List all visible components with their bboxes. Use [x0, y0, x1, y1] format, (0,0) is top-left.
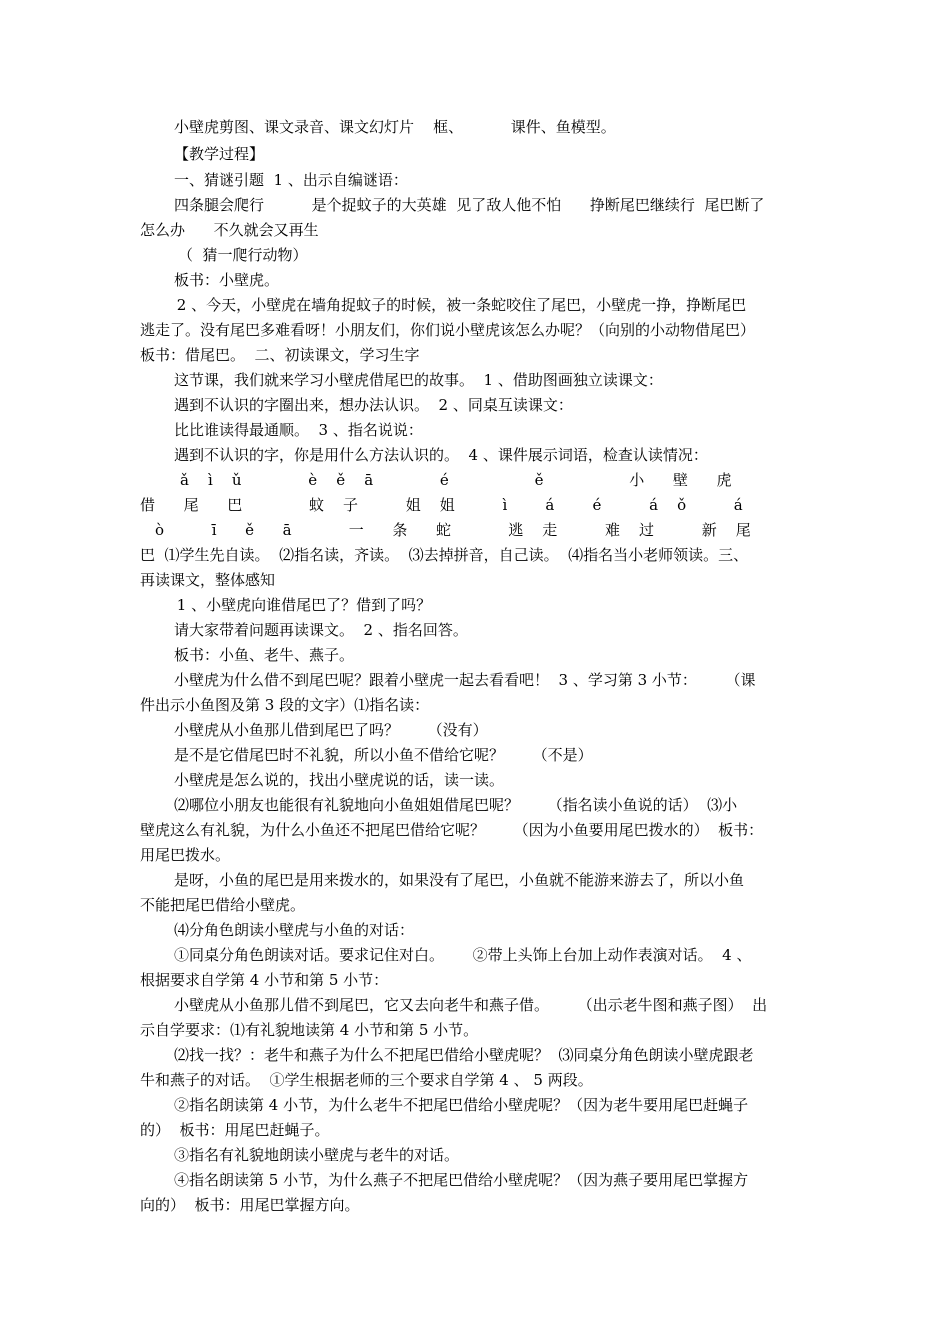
pinyin-line: ǎ ì ǔ è ě ā é ě 小 壁 虎 — [180, 471, 732, 489]
text-line: 示自学要求：⑴有礼貌地读第 4 小节和第 5 小节。 — [140, 1021, 479, 1039]
text-line: 板书：借尾巴。 二、初读课文，学习生字 — [140, 346, 420, 364]
text-line: 怎么办 不久就会又再生 — [140, 221, 319, 239]
text-line: 小壁虎为什么借不到尾巴呢？跟着小壁虎一起去看看吧！ 3 、学习第 3 小节： （课 — [174, 671, 756, 689]
vocabulary-line: 借 尾 巴 蚊 子 姐 姐 ì á é á ǒ á — [140, 496, 743, 514]
text-line: 的） 板书：用尾巴赶蝇子。 — [140, 1121, 330, 1139]
text-line: 1 、小壁虎向谁借尾巴了？借到了吗？ — [172, 596, 432, 614]
section-heading: 【教学过程】 — [174, 145, 265, 163]
text-line: 比比谁读得最通顺。 3 、指名说说： — [174, 421, 423, 439]
text-line: 小壁虎从小鱼那儿借不到尾巴，它又去向老牛和燕子借。 （出示老牛图和燕子图） 出 — [174, 996, 768, 1014]
text-line: 巴 ⑴学生先自读。 ⑵指名读，齐读。 ⑶去掉拼音，自己读。 ⑷指名当小老师领读。三、 — [140, 546, 749, 564]
text-line: ⑷分角色朗读小壁虎与小鱼的对话： — [174, 921, 415, 939]
text-line: 请大家带着问题再读课文。 2 、指名回答。 — [174, 621, 468, 639]
text-line: ⑵哪位小朋友也能很有礼貌地向小鱼姐姐借尾巴呢？ （指名读小鱼说的话） ⑶小 — [174, 796, 738, 814]
text-line: 件出示小鱼图及第 3 段的文字）⑴指名读： — [140, 696, 430, 714]
text-line: 不能把尾巴借给小壁虎。 — [140, 896, 306, 914]
text-line: 遇到不认识的字圈出来，想办法认识。 2 、同桌互读课文： — [174, 396, 573, 414]
text-line: ③指名有礼貌地朗读小壁虎与老牛的对话。 — [174, 1146, 460, 1164]
text-line: 一、猜谜引题 1 、出示自编谜语： — [174, 171, 408, 189]
text-line: 小壁虎剪图、课文录音、课文幻灯片 框、 课件、鱼模型。 — [174, 118, 616, 136]
text-line: （ 猜一爬行动物） — [178, 246, 308, 264]
text-line: 小壁虎从小鱼那儿借到尾巴了吗？ （没有） — [174, 721, 488, 739]
text-line: 板书：小鱼、老牛、燕子。 — [174, 646, 355, 664]
text-line: 是不是它借尾巴时不礼貌，所以小鱼不借给它呢？ （不是） — [174, 746, 593, 764]
text-line: 再读课文，整体感知 — [140, 571, 276, 589]
text-line: ⑵找一找？：老牛和燕子为什么不把尾巴借给小壁虎呢？ ⑶同桌分角色朗读小壁虎跟老 — [174, 1046, 754, 1064]
text-line: 遇到不认识的字，你是用什么方法认识的。 4 、课件展示词语，检查认读情况： — [174, 446, 708, 464]
text-line: 这节课，我们就来学习小壁虎借尾巴的故事。 1 、借助图画独立读课文： — [174, 371, 663, 389]
text-line: 壁虎这么有礼貌，为什么小鱼还不把尾巴借给它呢？ （因为小鱼要用尾巴拨水的） 板书： — [140, 821, 764, 839]
text-line: 小壁虎是怎么说的，找出小壁虎说的话，读一读。 — [174, 771, 505, 789]
text-line: 板书：小壁虎。 — [174, 271, 280, 289]
vocabulary-line: ò ī ě ā 一 条 蛇 逃 走 难 过 新 尾 — [155, 521, 751, 539]
text-line: 根据要求自学第 4 小节和第 5 小节： — [140, 971, 389, 989]
text-line: 用尾巴拨水。 — [140, 846, 231, 864]
text-line: 牛和燕子的对话。 ①学生根据老师的三个要求自学第 4 、 5 两段。 — [140, 1071, 593, 1089]
text-line: ④指名朗读第 5 小节，为什么燕子不把尾巴借给小壁虎呢？（因为燕子要用尾巴掌握方 — [174, 1171, 749, 1189]
text-line: ②指名朗读第 4 小节，为什么老牛不把尾巴借给小壁虎呢？（因为老牛要用尾巴赶蝇子 — [174, 1096, 749, 1114]
text-line: 四条腿会爬行 是个捉蚊子的大英雄 见了敌人他不怕 挣断尾巴继续行 尾巴断了 — [174, 196, 765, 214]
text-line: 向的） 板书：用尾巴掌握方向。 — [140, 1196, 360, 1214]
text-line: ①同桌分角色朗读对话。要求记住对白。 ②带上头饰上台加上动作表演对话。 4 、 — [174, 946, 752, 964]
text-line: 是呀，小鱼的尾巴是用来拨水的，如果没有了尾巴，小鱼就不能游来游去了，所以小鱼 — [174, 871, 745, 889]
text-line: 逃走了。没有尾巴多难看呀！小朋友们，你们说小壁虎该怎么办呢？（向别的小动物借尾巴） — [140, 321, 756, 339]
text-line: 2 、今天，小壁虎在墙角捉蚊子的时候，被一条蛇咬住了尾巴，小壁虎一挣，挣断尾巴 — [172, 296, 747, 314]
